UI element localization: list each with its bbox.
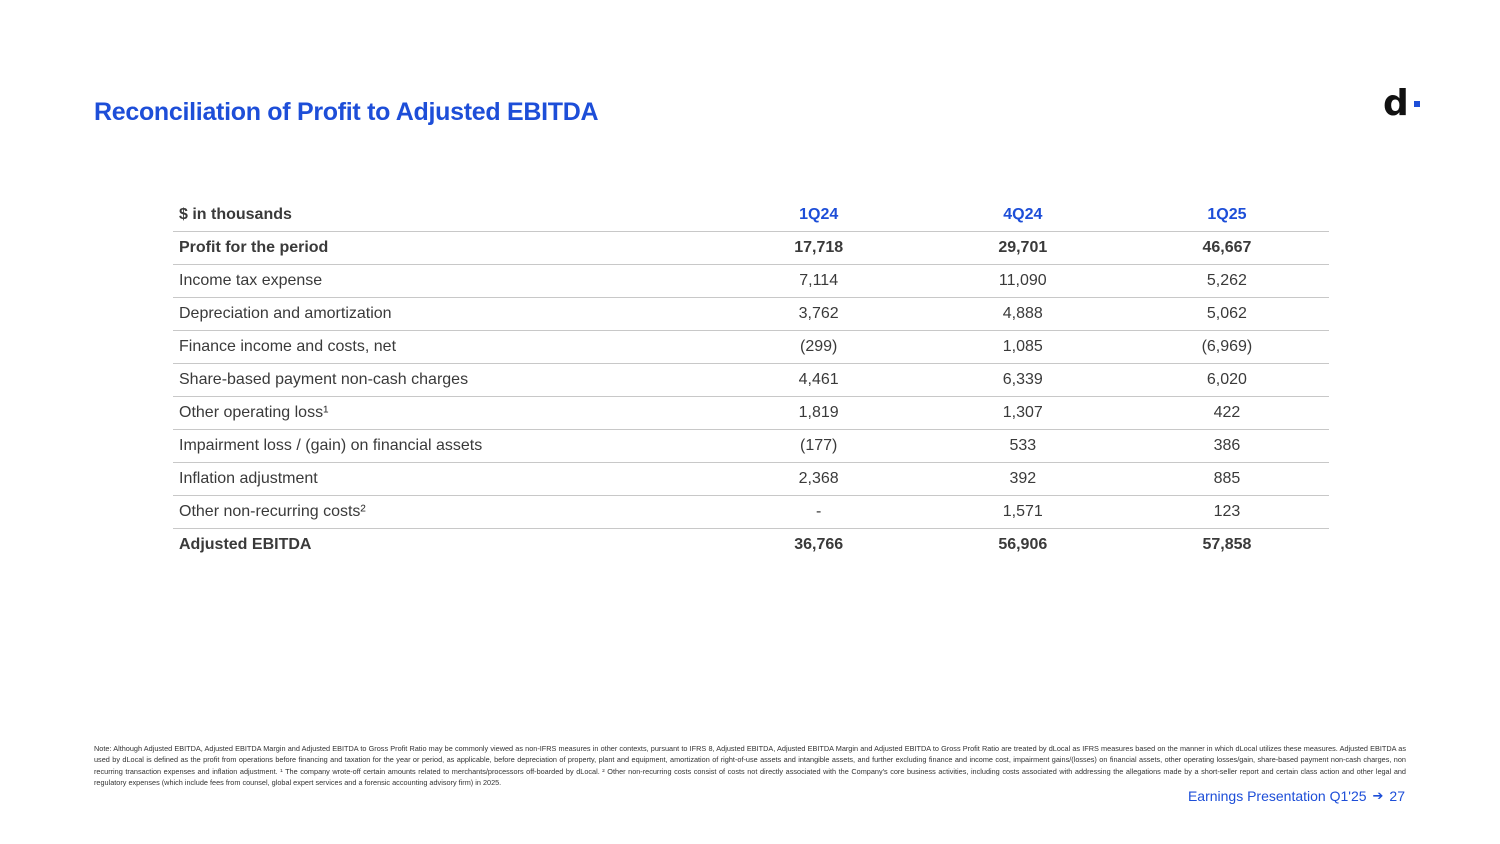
row-label: Adjusted EBITDA (179, 536, 312, 553)
table-row (173, 331, 1329, 364)
table-row (173, 430, 1329, 463)
row-value: 2,368 (717, 463, 921, 496)
row-value: 56,906 (998, 536, 1048, 553)
row-value: (299) (717, 331, 921, 364)
row-value: (6,969) (1125, 331, 1329, 364)
row-label: Impairment loss / (gain) on financial assets (173, 430, 717, 463)
units-header: $ in thousands (173, 199, 717, 232)
row-value: 7,114 (717, 265, 921, 298)
reconciliation-table (173, 199, 1329, 561)
table-row (173, 529, 1329, 562)
row-value: 422 (1125, 397, 1329, 430)
row-value: 36,766 (794, 536, 844, 553)
row-value: 1,571 (921, 496, 1125, 529)
row-value: 4,888 (921, 298, 1125, 331)
footer (1188, 788, 1405, 804)
row-value: 885 (1125, 463, 1329, 496)
row-value: 6,339 (921, 364, 1125, 397)
row-value: 5,062 (1125, 298, 1329, 331)
period-header: 1Q25 (1125, 199, 1329, 232)
row-value: (177) (717, 430, 921, 463)
row-label: Depreciation and amortization (173, 298, 717, 331)
row-value: 533 (921, 430, 1125, 463)
row-value: 46,667 (1125, 232, 1329, 265)
footnote: Note: Although Adjusted EBITDA, Adjusted EBITDA Margin and Adjusted EBITDA to Gross Profit Ratio may be commonly viewed as non-IFRS measures in other contexts, pursuant to IFRS 8, Adjusted EBITDA, Adjusted EBITDA Margin and Adjusted EBITDA to Gross Profit Ratio are treated by dLocal as IFRS measures based on the manner in which dLocal utilizes these measures. Adjusted EBITDA as used by dLocal is defined as the profit from operations before financing and taxation for the year or period, as applicable, before depreciation of property, plant and equipment, amortization of right-of-use assets and intangible assets, and further excluding finance and income cost, impairment gains/(losses) on financial assets, other operating losses/gain, share-based payment non-cash charges, non recurring transaction expenses and inflation adjustment. ¹ The company wrote-off certain amounts related to merchants/processors off-boarded by dLocal. ² Other non-recurring costs consist of costs not directly associated with the Company's core business activities, including costs associated with addressing the allegations made by a short-seller report and certain class action and other legal and regulatory expenses (which include fees from counsel, global expert services and a forensic accounting advisory firm) in 2025. (94, 744, 1406, 787)
arrow-right-icon: ➔ (1372, 788, 1384, 804)
page-title: Reconciliation of Profit to Adjusted EBITDA (94, 98, 599, 126)
logo-dot-icon (1414, 101, 1420, 107)
row-value: 6,020 (1125, 364, 1329, 397)
table-row (173, 232, 1329, 265)
logo-letter: d (1383, 83, 1409, 124)
row-value: 386 (1125, 430, 1329, 463)
row-value: - (717, 496, 921, 529)
row-value: 392 (921, 463, 1125, 496)
row-label: Profit for the period (173, 232, 717, 265)
row-label: Income tax expense (173, 265, 717, 298)
row-value: 3,762 (717, 298, 921, 331)
dlocal-logo (1383, 83, 1420, 124)
table-row (173, 265, 1329, 298)
row-label: Other operating loss¹ (173, 397, 717, 430)
table-row (173, 463, 1329, 496)
row-value: 5,262 (1125, 265, 1329, 298)
row-value: 1,085 (921, 331, 1125, 364)
row-label: Inflation adjustment (173, 463, 717, 496)
period-header: 1Q24 (717, 199, 921, 232)
period-header: 4Q24 (921, 199, 1125, 232)
table-row (173, 397, 1329, 430)
row-value: 123 (1125, 496, 1329, 529)
page-number: 27 (1389, 788, 1405, 804)
row-value: 17,718 (717, 232, 921, 265)
row-value: 4,461 (717, 364, 921, 397)
row-value: 1,819 (717, 397, 921, 430)
row-value: 11,090 (921, 265, 1125, 298)
table-body (173, 232, 1329, 562)
row-label: Finance income and costs, net (173, 331, 717, 364)
table-row (173, 298, 1329, 331)
row-value: 57,858 (1202, 536, 1252, 553)
row-value: 1,307 (921, 397, 1125, 430)
table-row (173, 364, 1329, 397)
table-header-row (173, 199, 1329, 232)
row-label: Other non-recurring costs² (173, 496, 717, 529)
footer-text: Earnings Presentation Q1'25 (1187, 788, 1367, 804)
row-value: 29,701 (921, 232, 1125, 265)
table-row (173, 496, 1329, 529)
row-label: Share-based payment non-cash charges (173, 364, 717, 397)
